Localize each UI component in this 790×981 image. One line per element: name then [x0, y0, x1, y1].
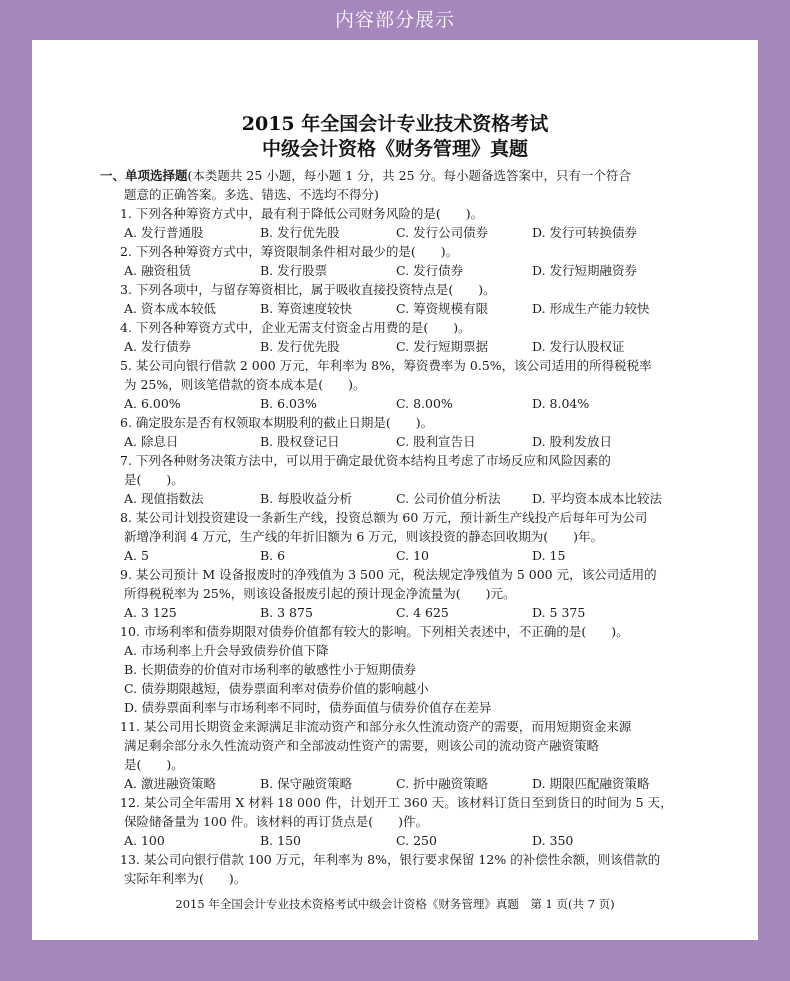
- option-d: D. 8.04%: [532, 396, 590, 411]
- section-heading: 一、单项选择题: [100, 168, 188, 183]
- question-11-cont2: 是( )。: [124, 757, 184, 772]
- option-c: C. 发行短期票据: [396, 339, 489, 354]
- option-b: B. 6.03%: [260, 396, 317, 411]
- question-2: 2. 下列各种筹资方式中，筹资限制条件相对最少的是( )。: [120, 244, 459, 259]
- option-b: B. 6: [260, 548, 286, 563]
- option-a: A. 3 125: [124, 605, 177, 620]
- option-a: A. 融资租赁: [124, 263, 191, 278]
- option-c: C. 公司价值分析法: [396, 491, 501, 506]
- option-c: C. 4 625: [396, 605, 449, 620]
- question-11: 11. 某公司用长期资金来源满足非流动资产和部分永久性流动资产的需要，而用短期资金来源: [120, 719, 632, 734]
- option-c: C. 筹资规模有限: [396, 301, 489, 316]
- exam-page: [32, 40, 758, 940]
- option-d: D. 形成生产能力较快: [532, 301, 650, 316]
- section-description: (本类题共 25 小题，每小题 1 分，共 25 分。每小题备选答案中，只有一个符合: [187, 168, 631, 183]
- question-1: 1. 下列各种筹资方式中，最有利于降低公司财务风险的是( )。: [120, 206, 484, 221]
- option-c: C. 股利宣告日: [396, 434, 476, 449]
- option-d: D. 股利发放日: [532, 434, 613, 449]
- option-a: A. 6.00%: [124, 396, 181, 411]
- question-5-cont: 为 25%，则该笔借款的资本成本是( )。: [124, 377, 366, 392]
- option-d: D. 发行认股权证: [532, 339, 625, 354]
- question-8-cont: 新增净利润 4 万元，生产线的年折旧额为 6 万元，则该投资的静态回收期为( )年。: [124, 529, 604, 544]
- option-d: D. 5 375: [532, 605, 586, 620]
- option-c: C. 发行公司债券: [396, 225, 489, 240]
- option-d: D. 发行短期融资券: [532, 263, 638, 278]
- question-10: 10. 市场利率和债券期限对债券价值都有较大的影响。下列相关表述中，不正确的是( )。: [120, 624, 629, 639]
- option-d: D. 平均资本成本比较法: [532, 491, 663, 506]
- option-b: B. 每股收益分析: [260, 491, 353, 506]
- question-12: 12. 某公司全年需用 X 材料 18 000 件，计划开工 360 天。该材料订货日至到货日的时间为 5 天，: [120, 795, 673, 810]
- question-9-cont: 所得税税率为 25%，则该设备报废引起的预计现金净流量为( )元。: [124, 586, 516, 601]
- option-c: C. 8.00%: [396, 396, 453, 411]
- question-13: 13. 某公司向银行借款 100 万元，年利率为 8%，银行要求保留 12% 的补偿性余额，则该借款的: [120, 852, 661, 867]
- question-13-cont: 实际年利率为( )。: [124, 871, 247, 886]
- question-9: 9. 某公司预计 M 设备报废时的净残值为 3 500 元，税法规定净残值为 5 000 元，该公司适用的: [120, 567, 657, 582]
- option-c: C. 发行债券: [396, 263, 464, 278]
- section-heading-line: [100, 168, 631, 184]
- option-b: B. 筹资速度较快: [260, 301, 353, 316]
- question-7: 7. 下列各种财务决策方法中，可以用于确定最优资本结构且考虑了市场反应和风险因素的: [120, 453, 611, 468]
- question-4: 4. 下列各种筹资方式中，企业无需支付资金占用费的是( )。: [120, 320, 471, 335]
- option-c: C. 10: [396, 548, 429, 563]
- page-footer: 2015 年全国会计专业技术资格考试中级会计资格《财务管理》真题 第 1 页(共 7 页): [175, 897, 615, 911]
- option-c: C. 折中融资策略: [396, 776, 489, 791]
- option-b: B. 发行优先股: [260, 225, 340, 240]
- question-8: 8. 某公司计划投资建设一条新生产线，投资总额为 60 万元，预计新生产线投产后每年可为公司: [120, 510, 648, 525]
- option-b: B. 长期债券的价值对市场利率的敏感性小于短期债券: [124, 662, 417, 677]
- option-b: B. 发行优先股: [260, 339, 340, 354]
- section-description-cont: 题意的正确答案。多选、错选、不选均不得分): [124, 187, 379, 202]
- option-a: A. 100: [124, 833, 165, 848]
- option-b: B. 股权登记日: [260, 434, 340, 449]
- option-a: A. 发行债券: [124, 339, 191, 354]
- option-d: D. 15: [532, 548, 566, 563]
- exam-subtitle: 中级会计资格《财务管理》真题: [261, 138, 528, 160]
- option-b: B. 3 875: [260, 605, 313, 620]
- option-a: A. 发行普通股: [124, 225, 204, 240]
- option-b: B. 发行股票: [260, 263, 328, 278]
- question-6: 6. 确定股东是否有权领取本期股利的截止日期是( )。: [120, 415, 434, 430]
- option-a: A. 激进融资策略: [124, 776, 216, 791]
- option-a: A. 5: [124, 548, 149, 563]
- banner-title: 内容部分展示: [334, 9, 455, 31]
- option-d: D. 发行可转换债券: [532, 225, 638, 240]
- exam-title: 2015 年全国会计专业技术资格考试: [241, 113, 549, 135]
- option-d: D. 350: [532, 833, 574, 848]
- option-b: B. 保守融资策略: [260, 776, 353, 791]
- option-b: B. 150: [260, 833, 301, 848]
- option-c: C. 250: [396, 833, 437, 848]
- option-a: A. 市场利率上升会导致债券价值下降: [124, 643, 329, 658]
- option-a: A. 现值指数法: [124, 491, 204, 506]
- question-3: 3. 下列各项中，与留存筹资相比，属于吸收直接投资特点是( )。: [120, 282, 496, 297]
- option-d: D. 债券票面利率与市场利率不同时，债券面值与债券价值存在差异: [124, 700, 492, 715]
- option-c: C. 债券期限越短，债券票面利率对债券价值的影响越小: [124, 681, 429, 696]
- question-7-cont: 是( )。: [124, 472, 184, 487]
- question-5: 5. 某公司向银行借款 2 000 万元，年利率为 8%，筹资费率为 0.5%，该公司适用的所得税税率: [120, 358, 652, 373]
- option-a: A. 资本成本较低: [124, 301, 216, 316]
- question-11-cont: 满足剩余部分永久性流动资产和全部波动性资产的需要，则该公司的流动资产融资策略: [124, 738, 600, 753]
- question-12-cont: 保险储备量为 100 件。该材料的再订货点是( )件。: [124, 814, 429, 829]
- option-a: A. 除息日: [124, 434, 179, 449]
- option-d: D. 期限匹配融资策略: [532, 776, 650, 791]
